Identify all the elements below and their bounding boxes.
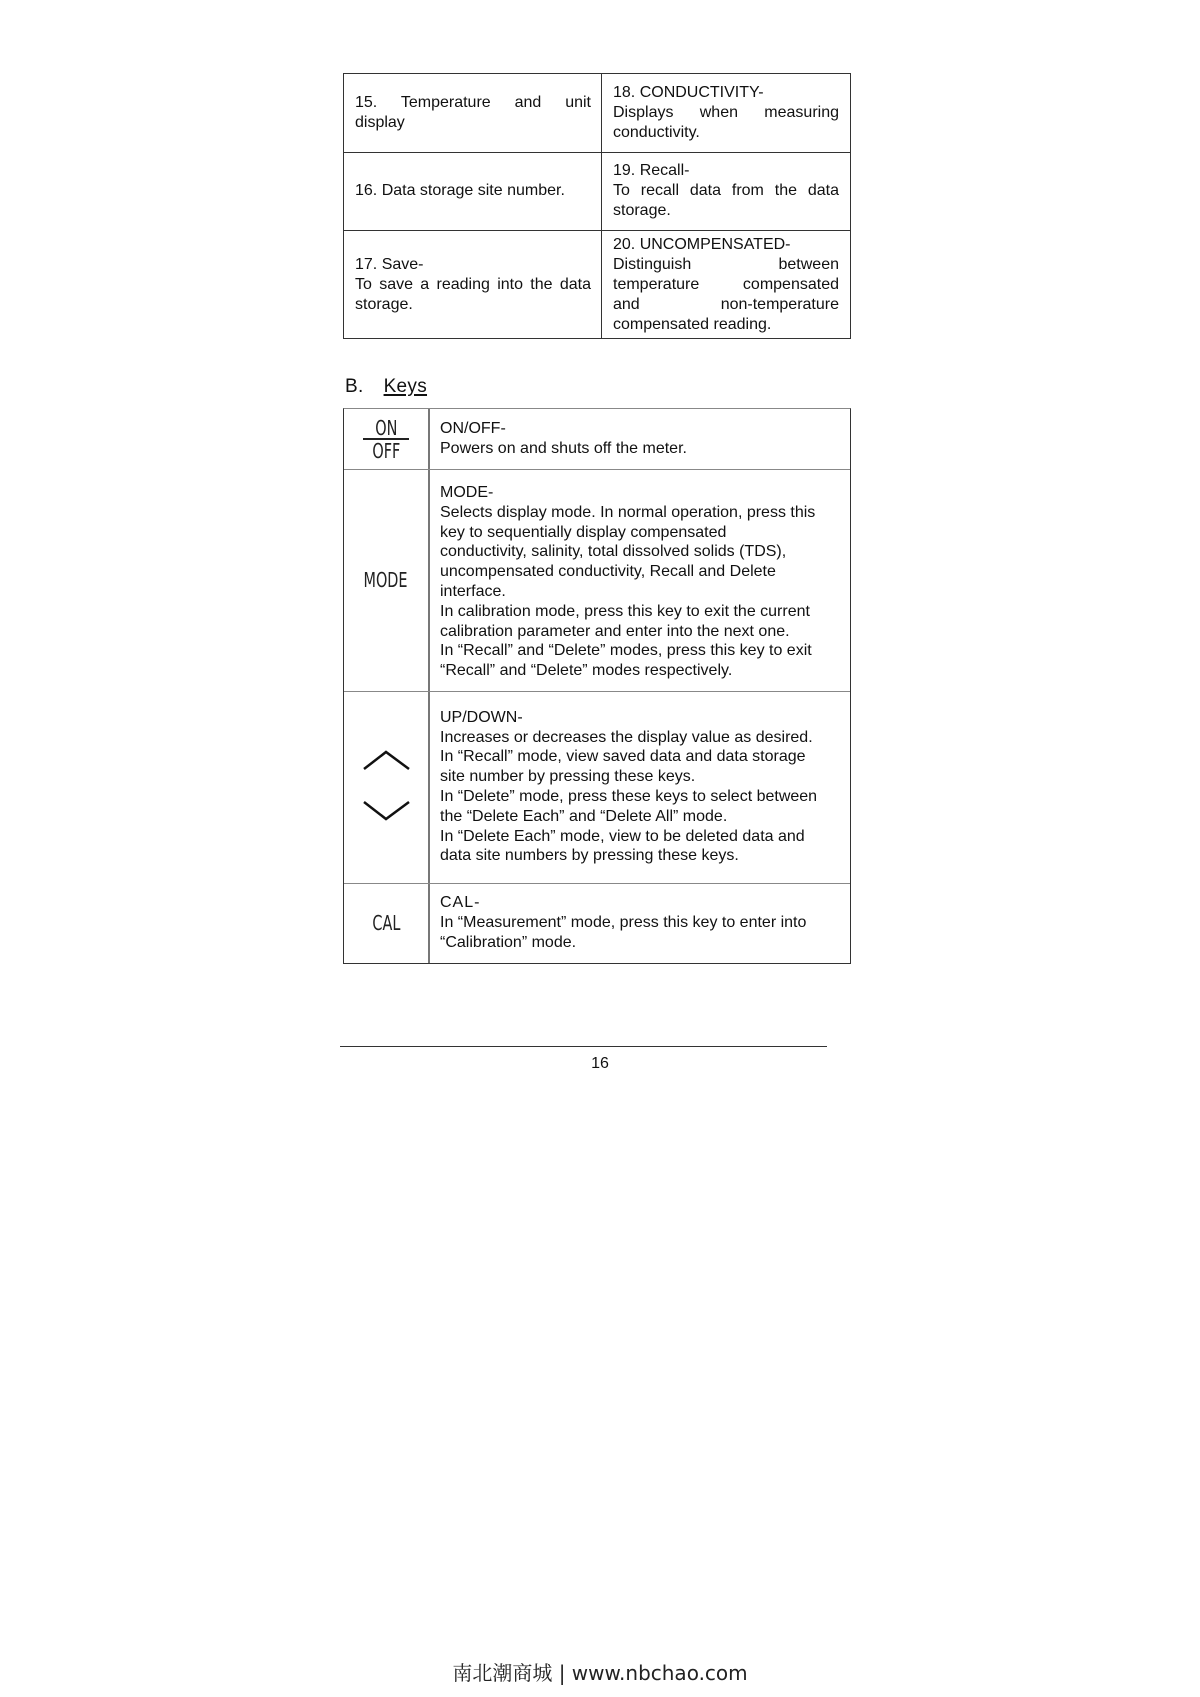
on-off-description — [440, 409, 839, 469]
mode-description — [440, 469, 839, 691]
key-title: ON/OFF- — [440, 420, 506, 438]
section-heading — [345, 376, 427, 398]
feature-19-text-line: storage. — [613, 202, 671, 219]
features-table — [343, 73, 851, 339]
feature-17-cell — [355, 230, 591, 340]
key-desc-line: interface. — [440, 583, 506, 600]
chevron-up-icon — [364, 752, 409, 769]
mode-key-icon — [344, 469, 428, 691]
feature-18-text-line: conductivity. — [613, 124, 700, 141]
mode-label: MODE — [364, 568, 408, 592]
key-desc-line: In “Measurement” mode, press this key to enter into — [440, 914, 807, 932]
watermark: 南北潮商城 | www.nbchao.com — [452, 1661, 748, 1685]
key-title: UP/DOWN- — [440, 708, 523, 726]
column-divider — [601, 74, 602, 338]
key-desc-line: Increases or decreases the display value as desired. — [440, 728, 813, 746]
feature-20-text-line: temperature compensated — [613, 276, 839, 293]
feature-15-cell — [355, 74, 591, 152]
off-label: OFF — [372, 438, 400, 463]
up-down-description — [440, 691, 839, 883]
key-desc-line: In “Recall” and “Delete” modes, press this key to exit — [440, 642, 812, 660]
feature-19-cell — [613, 152, 839, 230]
page-number: 16 — [591, 1055, 609, 1072]
feature-15-text-line: 15. Temperature and unit — [355, 94, 591, 111]
cal-label: CAL — [372, 911, 400, 935]
key-title: CAL- — [440, 894, 481, 912]
feature-17-text-line: To save a reading into the data — [355, 276, 591, 293]
feature-15-text-line: display — [355, 114, 405, 131]
key-desc-line: key to sequentially display compensated — [440, 523, 727, 541]
key-desc-line: In “Delete” mode, press these keys to select between — [440, 788, 818, 805]
on-label: ON — [374, 415, 398, 440]
key-desc-line: the “Delete Each” and “Delete All” mode. — [440, 807, 728, 825]
feature-16-cell — [355, 152, 591, 230]
key-desc-line: uncompensated conductivity, Recall and Delete — [440, 563, 776, 581]
key-desc-line: Selects display mode. In normal operation, press this — [440, 503, 816, 521]
cal-key-icon — [344, 883, 428, 963]
key-desc-line: In calibration mode, press this key to exit the current — [440, 602, 810, 620]
footer-rule — [340, 1046, 827, 1047]
feature-19-title: 19. Recall- — [613, 162, 690, 179]
feature-17-title: 17. Save- — [355, 256, 424, 273]
on-off-key-icon — [344, 409, 428, 469]
key-desc-line: “Calibration” mode. — [440, 933, 577, 951]
key-desc-line: Powers on and shuts off the meter. — [440, 440, 687, 457]
key-desc-line: calibration parameter and enter into the next one. — [440, 622, 790, 640]
key-desc-line: In “Delete Each” mode, view to be deleted data and — [440, 827, 805, 845]
chevron-down-icon — [364, 802, 409, 819]
feature-20-text-line: compensated reading. — [613, 316, 772, 333]
section-letter: B. — [345, 376, 364, 397]
key-title: MODE- — [440, 484, 494, 502]
feature-17-text-line: storage. — [355, 296, 413, 313]
up-down-key-icons — [344, 691, 428, 883]
feature-20-text-line: Distinguish between — [613, 256, 839, 273]
up-down-chevrons — [361, 747, 411, 827]
key-desc-line: “Recall” and “Delete” modes respectively. — [440, 662, 733, 680]
key-desc-line: data site numbers by pressing these keys. — [440, 847, 739, 865]
column-divider — [428, 409, 430, 963]
feature-18-title: 18. CONDUCTIVITY- — [613, 84, 764, 101]
key-desc-line: site number by pressing these keys. — [440, 768, 696, 786]
key-desc-line: conductivity, salinity, total dissolved solids (TDS), — [440, 543, 787, 561]
feature-20-cell — [613, 230, 839, 340]
feature-16-text-line: 16. Data storage site number. — [355, 182, 565, 199]
keys-table — [343, 408, 851, 964]
feature-20-text-line: and non-temperature — [613, 296, 839, 313]
feature-18-cell — [613, 74, 839, 152]
feature-19-text-line: To recall data from the data — [613, 182, 839, 199]
key-desc-line: In “Recall” mode, view saved data and data storage — [440, 748, 806, 766]
cal-description — [440, 883, 839, 963]
section-title: Keys — [383, 376, 428, 397]
feature-18-text-line: Displays when measuring — [613, 104, 839, 121]
feature-20-title: 20. UNCOMPENSATED- — [613, 236, 791, 253]
